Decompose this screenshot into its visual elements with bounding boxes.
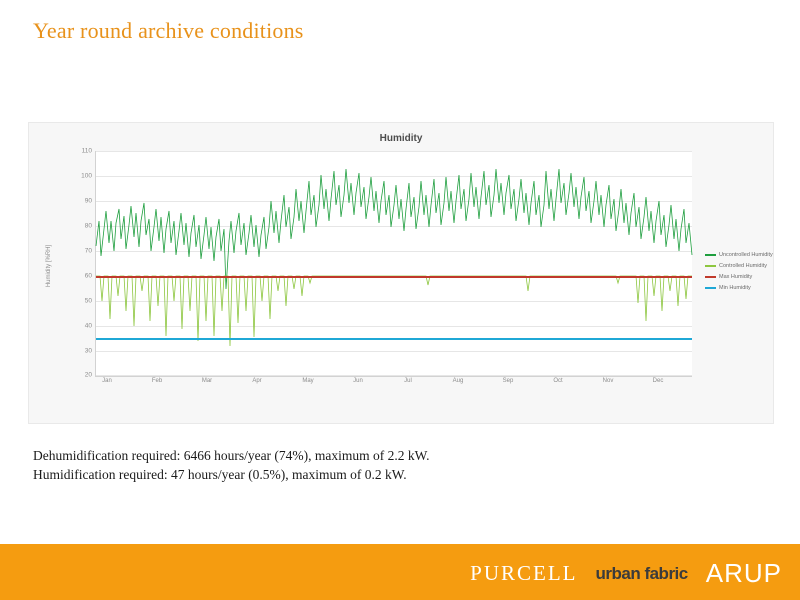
- x-tick-apr: Apr: [252, 378, 262, 384]
- x-tick-dec: Dec: [652, 378, 664, 384]
- legend-label-min: Min Humidity: [719, 285, 751, 291]
- x-tick-mar: Mar: [201, 378, 213, 384]
- legend-item-min: [705, 284, 775, 292]
- legend-label-controlled: Controlled Humidity: [719, 263, 767, 269]
- series-controlled-humidity: [96, 151, 693, 376]
- purcell-logo: PURCELL: [470, 561, 578, 585]
- legend-swatch-uncontrolled: [705, 254, 716, 256]
- x-tick-jul: Jul: [404, 378, 412, 384]
- chart-title: Humidity: [379, 133, 423, 144]
- y-axis-label: Humidity [%RH]: [46, 244, 52, 288]
- x-tick-jan: Jan: [102, 378, 112, 384]
- caption-line-dehumidification: Dehumidification required: 6466 hours/year (74%), maximum of 2.2 kW.: [33, 448, 430, 463]
- arup-logo: ARUP: [705, 558, 782, 588]
- legend-label-max: Max Humidity: [719, 274, 753, 280]
- min-humidity-line: [96, 338, 692, 340]
- legend-swatch-controlled: [705, 265, 716, 267]
- x-tick-feb: Feb: [151, 378, 163, 384]
- x-tick-sep: Sep: [502, 378, 514, 384]
- x-tick-jun: Jun: [353, 378, 363, 384]
- plot-area: 110 100 90 80 70 60 50 40 30 20: [95, 151, 692, 377]
- chart-legend: [705, 251, 775, 295]
- x-tick-may: May: [302, 378, 314, 384]
- x-tick-aug: Aug: [452, 378, 464, 384]
- footer-bar: [0, 544, 800, 600]
- legend-item-max: [705, 273, 775, 281]
- x-tick-oct: Oct: [553, 378, 563, 384]
- urban-fabric-logo: urban fabric: [595, 563, 688, 583]
- legend-item-uncontrolled: [705, 251, 775, 259]
- max-humidity-line: [96, 276, 692, 278]
- legend-swatch-min: [705, 287, 716, 289]
- legend-swatch-max: [705, 276, 716, 278]
- footer-logos: [470, 558, 782, 589]
- page-title: Year round archive conditions: [33, 18, 304, 43]
- x-tick-nov: Nov: [602, 378, 614, 384]
- caption-line-humidification: Humidification required: 47 hours/year (0.5%), maximum of 0.2 kW.: [33, 467, 407, 482]
- caption-block: [33, 446, 430, 484]
- legend-item-controlled: [705, 262, 775, 270]
- plot-wrapper: [46, 147, 692, 401]
- humidity-chart-panel: [28, 122, 774, 424]
- legend-label-uncontrolled: Uncontrolled Humidity: [719, 252, 773, 258]
